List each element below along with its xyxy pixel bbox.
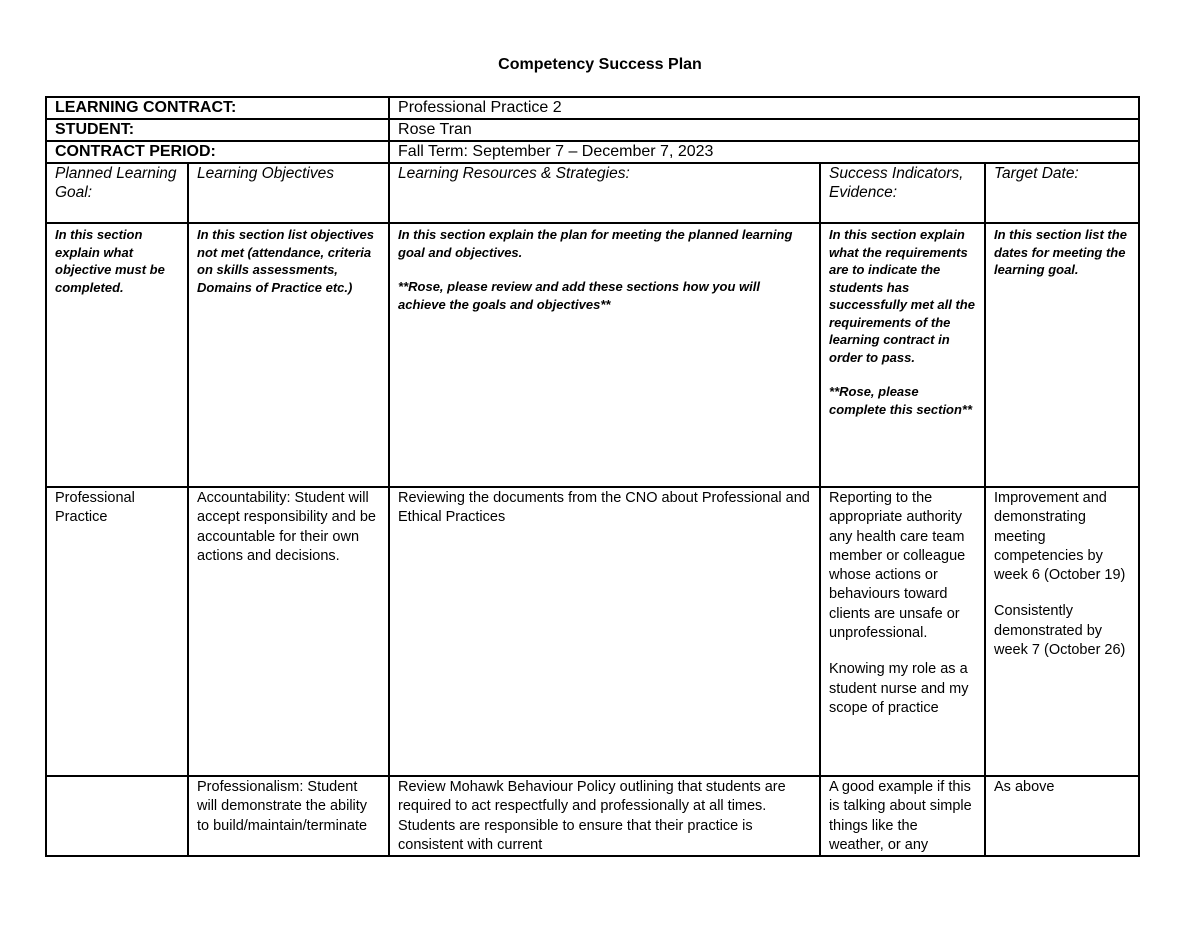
row-indicators-text: Knowing my role as a student nurse and my scope of practice <box>829 661 969 716</box>
row-goal: Professional Practice <box>46 487 188 776</box>
row-target: As above <box>985 776 1139 856</box>
document-title: Competency Success Plan <box>498 56 702 73</box>
row-resources: Reviewing the documents from the CNO about Professional and Ethical Practices <box>389 487 820 776</box>
student-label: STUDENT: <box>46 119 389 141</box>
instruction-indicators-text: In this section explain what the requirements are to indicate the students has successfully met all the requirements of the learning contract in order to pass. <box>829 227 975 365</box>
instruction-objectives: In this section list objectives not met (attendance, criteria on skills assessments, Domains of Practice etc.) <box>188 223 389 487</box>
instruction-resources-text: In this section explain the plan for meeting the planned learning goal and objectives. <box>398 227 793 260</box>
instruction-resources <box>389 223 820 487</box>
learning-contract-row <box>46 97 1139 119</box>
instruction-indicators <box>820 223 985 487</box>
table-row <box>46 487 1139 776</box>
table-row <box>46 776 1139 856</box>
instruction-target: In this section list the dates for meeting the learning goal. <box>985 223 1139 487</box>
learning-contract-label: LEARNING CONTRACT: <box>46 97 389 119</box>
row-target <box>985 487 1139 776</box>
row-objective: Professionalism: Student will demonstrate the ability to build/maintain/terminate <box>188 776 389 856</box>
contract-period-value: Fall Term: September 7 – December 7, 2023 <box>389 141 1139 163</box>
row-indicators: A good example if this is talking about simple things like the weather, or any <box>820 776 985 856</box>
row-objective: Accountability: Student will accept responsibility and be accountable for their own actions and decisions. <box>188 487 389 776</box>
header-success-indicators: Success Indicators, Evidence: <box>820 163 985 223</box>
learning-contract-table <box>45 96 1140 857</box>
row-resources: Review Mohawk Behaviour Policy outlining that students are required to act respectfully and professionally at all times. Students are responsible to ensure that their practice is consistent with current <box>389 776 820 856</box>
row-indicators-text: Reporting to the appropriate authority any health care team member or colleague whose actions or behaviours toward clients are unsafe or unprofessional. <box>829 490 966 642</box>
header-learning-resources: Learning Resources & Strategies: <box>389 163 820 223</box>
row-goal <box>46 776 188 856</box>
instruction-indicators-note: **Rose, please complete this section** <box>829 384 973 417</box>
row-target-text: Improvement and demonstrating meeting competencies by week 6 (October 19) <box>994 490 1126 584</box>
instruction-resources-note: **Rose, please review and add these sections how you will achieve the goals and objectives** <box>398 279 760 312</box>
contract-period-row <box>46 141 1139 163</box>
row-target-text: Consistently demonstrated by week 7 (October 26) <box>994 603 1126 659</box>
student-row <box>46 119 1139 141</box>
student-value: Rose Tran <box>389 119 1139 141</box>
header-target-date: Target Date: <box>985 163 1139 223</box>
header-learning-objectives: Learning Objectives <box>188 163 389 223</box>
instruction-goal: In this section explain what objective must be completed. <box>46 223 188 487</box>
header-planned-learning-goal: Planned Learning Goal: <box>46 163 188 223</box>
instructions-row <box>46 223 1139 487</box>
contract-period-label: CONTRACT PERIOD: <box>46 141 389 163</box>
column-headers-row <box>46 163 1139 223</box>
row-indicators <box>820 487 985 776</box>
learning-contract-value: Professional Practice 2 <box>389 97 1139 119</box>
